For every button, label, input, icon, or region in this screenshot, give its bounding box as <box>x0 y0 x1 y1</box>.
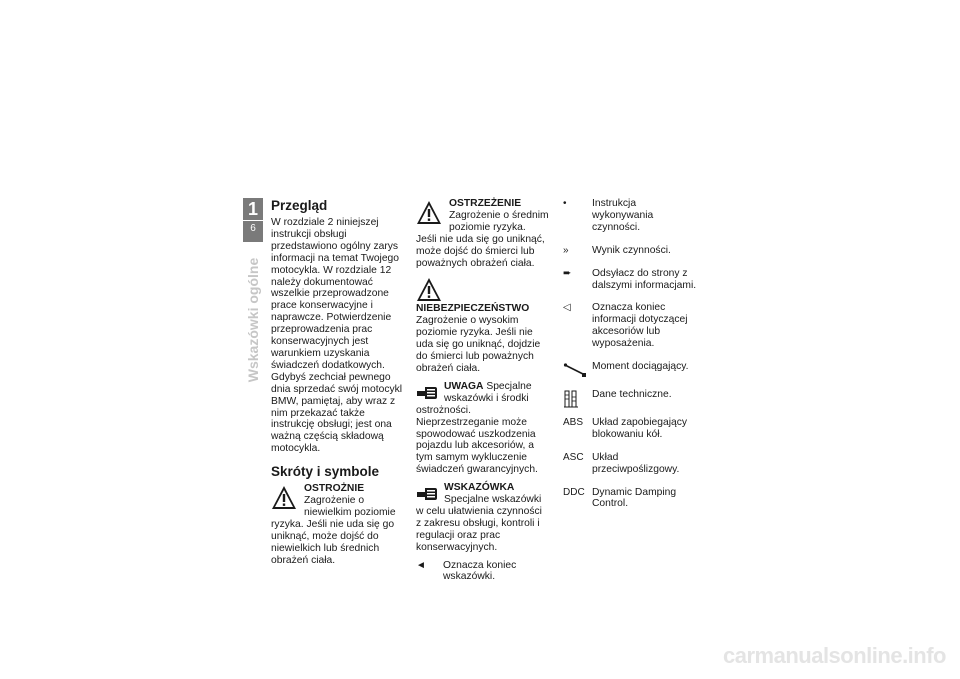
result-symbol: » <box>563 244 569 256</box>
pointing-hand-icon <box>416 483 438 503</box>
list-item-ddc <box>563 487 698 511</box>
caution-text: Zagrożenie o niewielkim poziomie ryzyka. Jeśli nie uda się go uniknąć, może dojść do niewielkich lub średnich obrażeń ciała. <box>271 495 396 566</box>
tip-note <box>416 482 549 553</box>
warning-triangle-icon <box>271 485 297 510</box>
end-of-note-symbol: ◄ <box>416 559 426 571</box>
list-item-text: Wynik czynności. <box>592 244 671 256</box>
list-item-text: Oznacza koniec informacji dotyczącej akcesoriów lub wyposażenia. <box>592 302 688 350</box>
list-item-instruction <box>563 198 698 234</box>
column-1 <box>271 198 407 566</box>
warning-note <box>416 198 549 269</box>
attention-label: UWAGA <box>444 380 484 392</box>
abbreviation: ASC <box>563 451 584 463</box>
danger-label: NIEBEZPIECZEŃSTWO <box>416 303 530 315</box>
chapter-tab <box>243 198 263 242</box>
accessory-end-symbol: ◁ <box>563 302 571 314</box>
list-item-text: Układ zapobiegający blokowaniu kół. <box>592 416 688 440</box>
pointing-hand-icon <box>416 382 438 402</box>
intro-paragraph-1: W rozdziale 2 niniejszej instrukcji obsługi przedstawiono ogólny zarys informacji na temat Twojego motocykla. W rozdziale 12 należy dokumentować wszelkie przeprowadzone prace konserwacyjne i naprawcze. Potwierdzenie przeprowadzenia prac konserwacyjnych jest warunkiem uzyskania świadczeń dodatkowych. <box>271 217 400 371</box>
attention-note <box>416 381 549 476</box>
danger-text: Zagrożenie o wysokim poziomie ryzyka. Jeśli nie uda się go uniknąć, dojdzie do śmierci lub poważnych obrażeń ciała. <box>416 315 541 374</box>
list-item-result <box>563 245 698 257</box>
tip-text: Specjalne wskazówki w celu ułatwienia czynności z zakresu obsługi, kontroli i regulacji oraz prac konserwacyjnych. <box>416 494 542 553</box>
list-item-accessory-end <box>563 302 698 350</box>
page-number: 6 <box>250 223 256 234</box>
warning-text: Zagrożenie o średnim poziomie ryzyka. Jeśli nie uda się go uniknąć, może dojść do śmierci lub poważnych obrażeń ciała. <box>416 209 549 269</box>
caution-label: OSTROŻNIE <box>304 483 365 495</box>
list-item-text: Układ przeciwpoślizgowy. <box>592 451 680 475</box>
arrow-right-icon: ➨ <box>563 267 572 279</box>
section-title-symbols: Skróty i symbole <box>271 464 380 480</box>
column-3 <box>563 198 698 521</box>
watermark: carmanualsonline.info <box>723 643 946 668</box>
attention-text: Specjalne wskazówki i środki ostrożności. Nieprzestrzeganie może spowodować uszkodzenia pojazdu lub akcesoriów, a tym samym wykluczenie świadczeń gwarancyjnych. <box>416 380 538 476</box>
technical-data-icon <box>563 389 579 409</box>
abbreviation: DDC <box>563 486 585 498</box>
warning-label: OSTRZEŻENIE <box>449 198 522 209</box>
intro-paragraph-2: Gdybyś zechciał pewnego dnia sprzedać swój motocykl BMW, pamiętaj, aby wraz z nim przekazać także instrukcję obsługi; jest ona ważną częścią składową motocykla. <box>271 371 403 455</box>
end-of-note-item <box>416 560 549 584</box>
column-2 <box>416 198 549 594</box>
warning-triangle-icon <box>416 277 442 302</box>
list-item-asc <box>563 452 698 476</box>
list-item-torque <box>563 361 698 373</box>
list-item-reference <box>563 268 698 292</box>
section-title-overview: Przegląd <box>271 198 328 213</box>
end-of-note-text: Oznacza koniec wskazówki. <box>443 559 517 583</box>
chapter-side-title: Wskazówki ogólne <box>245 257 261 383</box>
list-item-text: Odsyłacz do strony z dalszymi informacjami. <box>592 267 697 291</box>
list-item-text: Instrukcja wykonywania czynności. <box>592 198 654 233</box>
list-item-text: Dynamic Damping Control. <box>592 486 677 510</box>
list-item-text: Dane techniczne. <box>592 388 672 400</box>
tip-label: WSKAZÓWKA <box>444 482 515 494</box>
caution-note <box>271 483 407 566</box>
danger-note <box>416 275 549 374</box>
chapter-number: 1 <box>247 199 258 219</box>
list-item-text: Moment dociągający. <box>592 361 689 373</box>
list-item-abs <box>563 417 698 441</box>
list-item-technical-data <box>563 389 698 401</box>
bullet-symbol: • <box>563 198 567 209</box>
chapter-divider <box>243 220 263 221</box>
torque-wrench-icon <box>563 361 589 379</box>
warning-triangle-icon <box>416 200 442 225</box>
abbreviation: ABS <box>563 416 584 428</box>
